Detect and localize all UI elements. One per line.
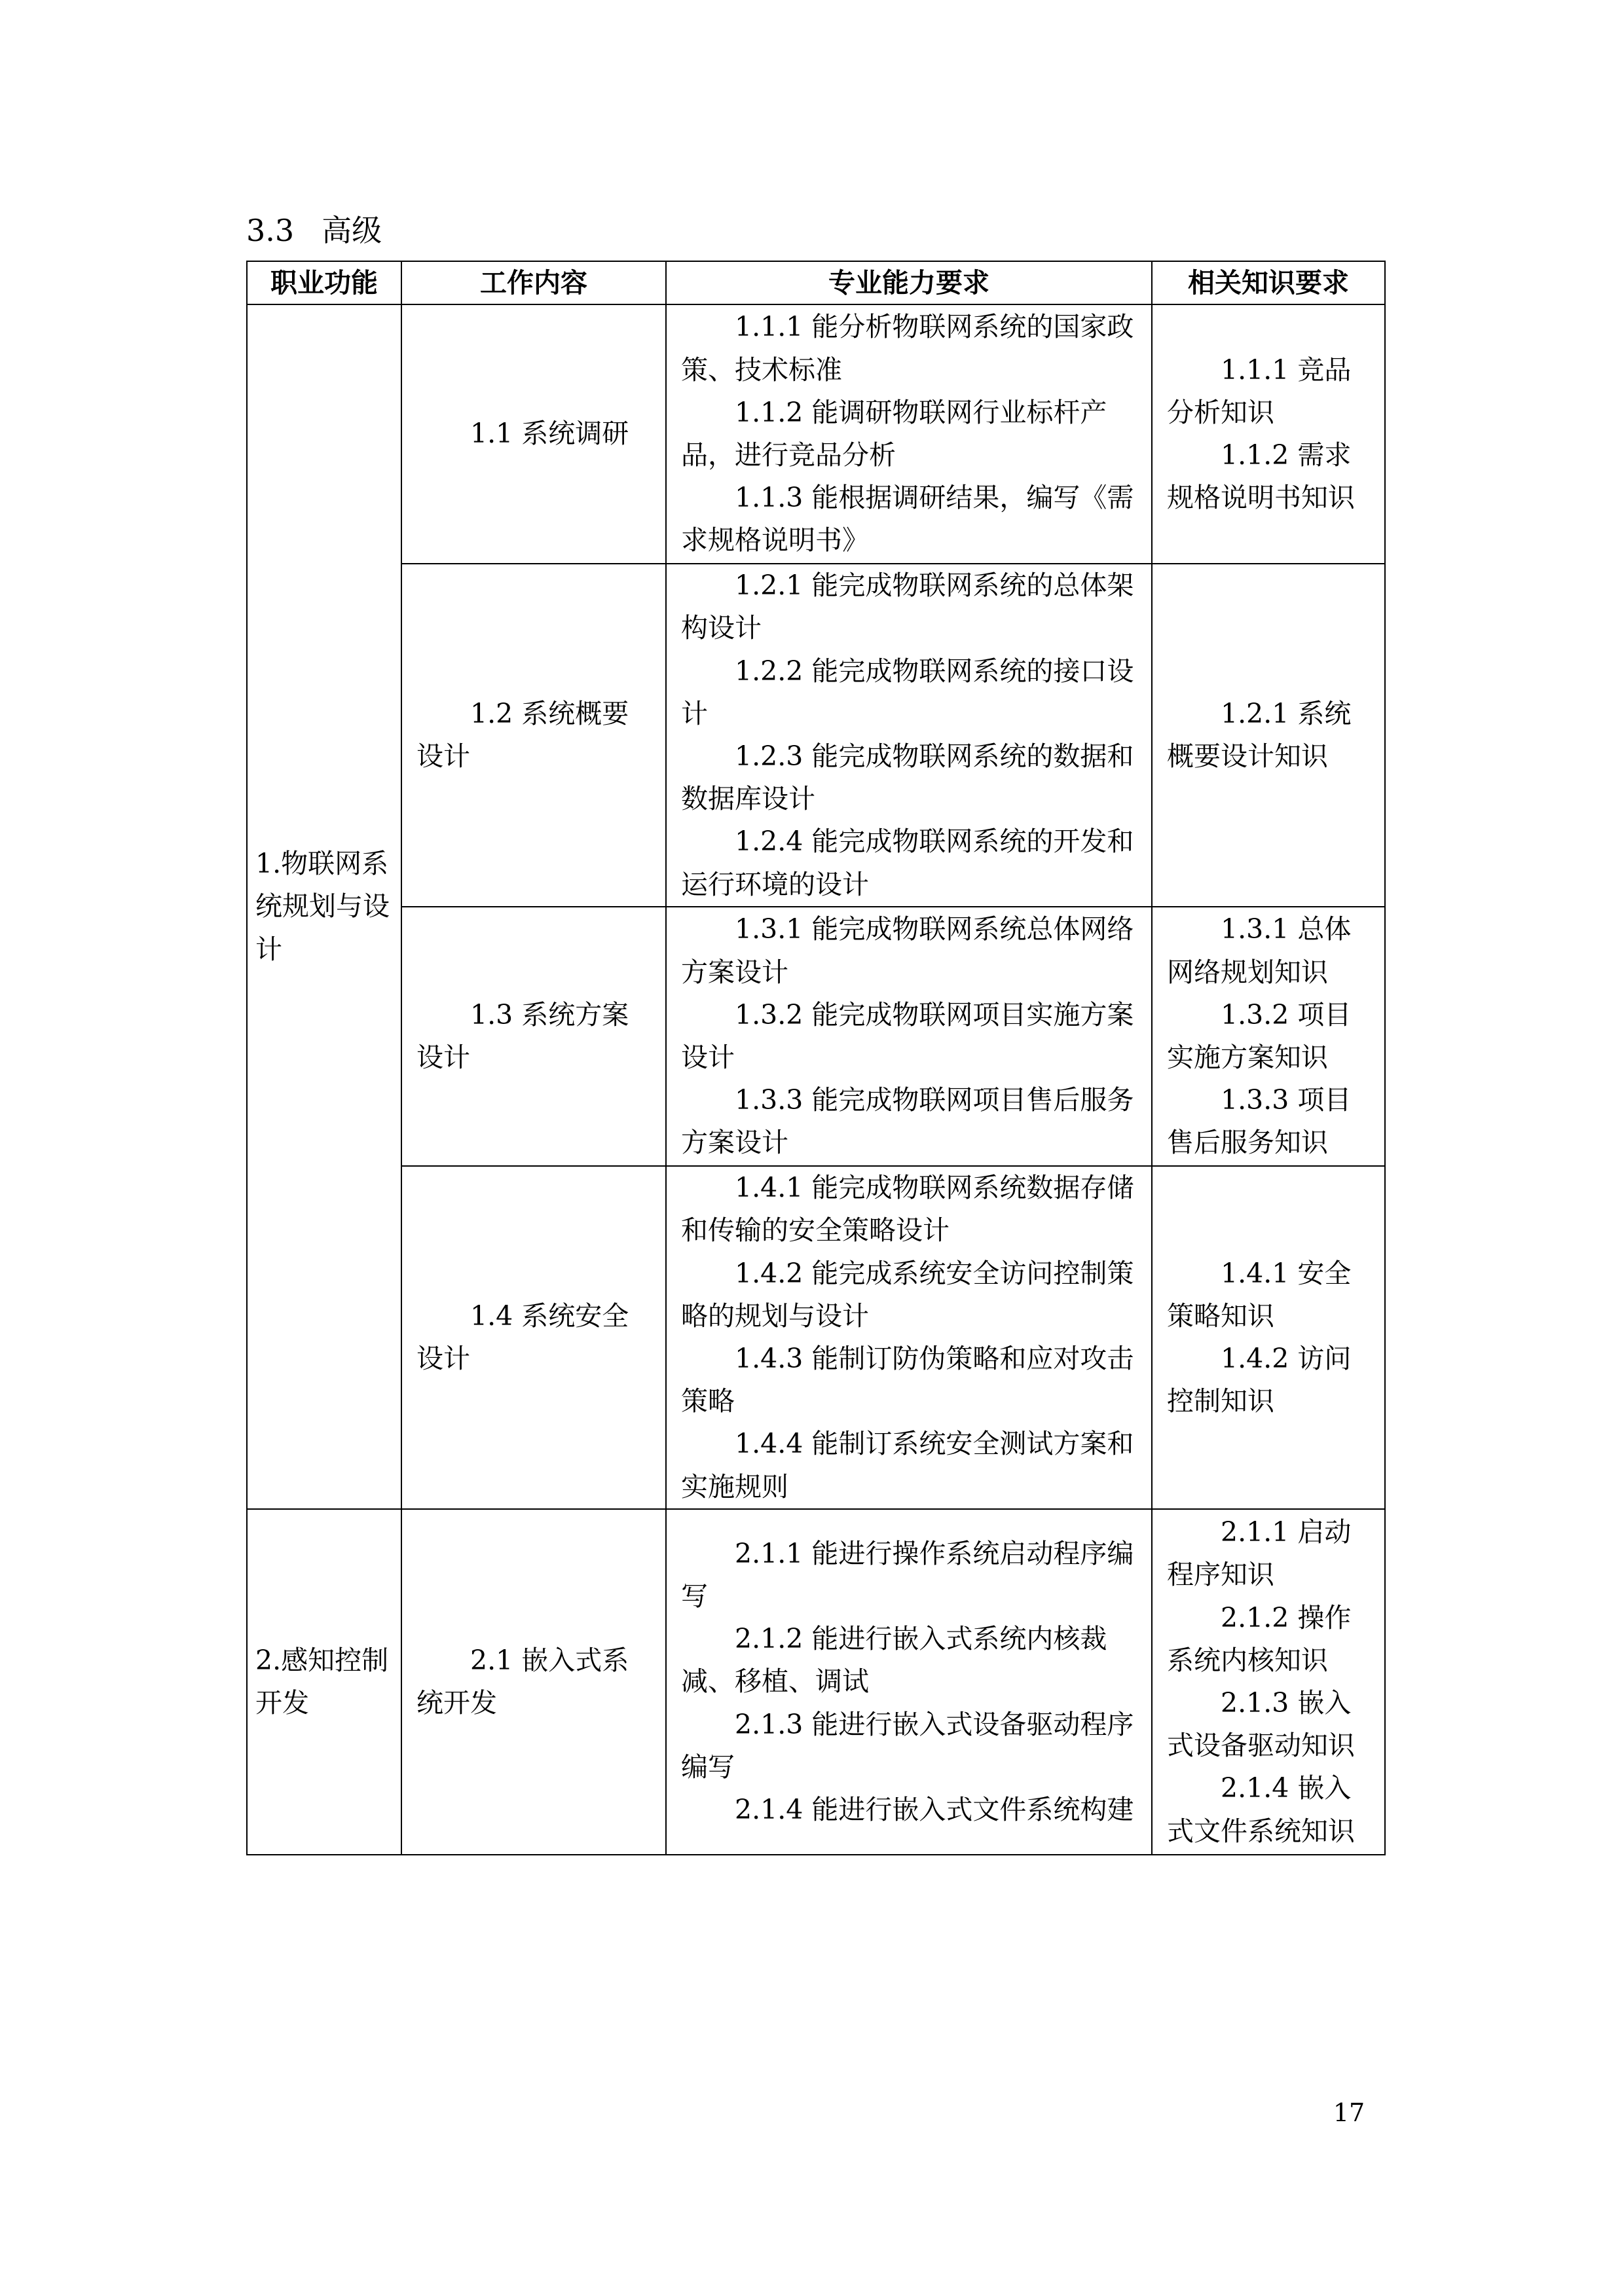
- work-content-cell: [401, 907, 666, 1166]
- knowledge-item: 1.3.2 项目实施方案知识: [1167, 998, 1352, 1073]
- header-work-content: 工作内容: [401, 261, 666, 304]
- knowledge-item: 2.1.1 启动程序知识: [1167, 1516, 1352, 1591]
- section-heading: [246, 204, 382, 257]
- ability-cell: [666, 1509, 1152, 1855]
- ability-item: 1.4.3 能制订防伪策略和应对攻击策略: [681, 1343, 1134, 1417]
- function-cell-1: 1.物联网系统规划与设计: [247, 304, 401, 1509]
- knowledge-item: 1.3.1 总体网络规划知识: [1167, 913, 1352, 988]
- work-content-text: 1.4 系统安全设计: [416, 1300, 629, 1374]
- ability-item: 1.2.2 能完成物联网系统的接口设计: [681, 655, 1134, 729]
- work-content-cell: [401, 1166, 666, 1509]
- ability-item: 1.4.1 能完成物联网系统数据存储和传输的安全策略设计: [681, 1172, 1134, 1247]
- ability-cell: [666, 1166, 1152, 1509]
- ability-item: 1.2.4 能完成物联网系统的开发和运行环境的设计: [681, 826, 1134, 900]
- knowledge-item: 2.1.2 操作系统内核知识: [1167, 1601, 1352, 1676]
- knowledge-item: 1.1.2 需求规格说明书知识: [1167, 439, 1355, 514]
- function-cell-2: 2.感知控制开发: [247, 1509, 401, 1855]
- ability-cell: [666, 564, 1152, 907]
- knowledge-item: 1.2.1 系统概要设计知识: [1167, 697, 1352, 772]
- ability-item: 1.2.1 能完成物联网系统的总体架构设计: [681, 570, 1134, 644]
- work-content-cell: [401, 304, 666, 564]
- ability-item: 1.2.3 能完成物联网系统的数据和数据库设计: [681, 740, 1134, 815]
- table-row: [247, 907, 1385, 1166]
- table-row: [247, 1166, 1385, 1509]
- work-content-text: 1.1 系统调研: [470, 418, 629, 450]
- knowledge-cell: [1152, 1509, 1385, 1855]
- work-content-text: 1.2 系统概要设计: [416, 697, 629, 772]
- header-ability-requirements: 专业能力要求: [666, 261, 1152, 304]
- ability-item: 1.3.1 能完成物联网系统总体网络方案设计: [681, 913, 1134, 988]
- header-occupational-function: 职业功能: [247, 261, 401, 304]
- knowledge-item: 1.3.3 项目售后服务知识: [1167, 1084, 1352, 1159]
- ability-cell: [666, 304, 1152, 564]
- table-row: [247, 304, 1385, 564]
- work-content-cell: [401, 564, 666, 907]
- knowledge-cell: [1152, 907, 1385, 1166]
- ability-item: 1.4.4 能制订系统安全测试方案和实施规则: [681, 1428, 1134, 1503]
- ability-item: 2.1.2 能进行嵌入式系统内核裁减、移植、调试: [681, 1623, 1107, 1698]
- header-knowledge-requirements: 相关知识要求: [1152, 261, 1385, 304]
- page-number: 17: [1333, 2098, 1365, 2127]
- ability-item: 2.1.3 能进行嵌入式设备驱动程序编写: [681, 1708, 1134, 1783]
- ability-item: 1.1.1 能分析物联网系统的国家政策、技术标准: [681, 311, 1134, 386]
- section-title: 高级: [322, 213, 382, 248]
- table-row: [247, 564, 1385, 907]
- work-content-text: 1.3 系统方案设计: [416, 998, 629, 1073]
- ability-item: 2.1.1 能进行操作系统启动程序编写: [681, 1537, 1134, 1612]
- section-number: 3.3: [246, 213, 295, 248]
- knowledge-item: 1.4.1 安全策略知识: [1167, 1257, 1352, 1332]
- table-row: [247, 1509, 1385, 1855]
- knowledge-cell: [1152, 1166, 1385, 1509]
- table-header-row: [247, 261, 1385, 304]
- knowledge-item: 2.1.4 嵌入式文件系统知识: [1167, 1772, 1355, 1847]
- ability-cell: [666, 907, 1152, 1166]
- competency-table: [246, 261, 1386, 1855]
- ability-item: 2.1.4 能进行嵌入式文件系统构建: [735, 1794, 1134, 1825]
- knowledge-item: 2.1.3 嵌入式设备驱动知识: [1167, 1687, 1355, 1762]
- ability-item: 1.4.2 能完成系统安全访问控制策略的规划与设计: [681, 1257, 1134, 1332]
- ability-item: 1.1.2 能调研物联网行业标杆产品，进行竞品分析: [681, 396, 1107, 471]
- knowledge-item: 1.4.2 访问控制知识: [1167, 1343, 1352, 1417]
- work-content-cell: [401, 1509, 666, 1855]
- knowledge-cell: [1152, 304, 1385, 564]
- ability-item: 1.1.3 能根据调研结果，编写《需求规格说明书》: [681, 482, 1134, 556]
- work-content-text: 2.1 嵌入式系统开发: [416, 1644, 629, 1719]
- knowledge-cell: [1152, 564, 1385, 907]
- ability-item: 1.3.3 能完成物联网项目售后服务方案设计: [681, 1084, 1134, 1159]
- ability-item: 1.3.2 能完成物联网项目实施方案设计: [681, 998, 1134, 1073]
- knowledge-item: 1.1.1 竞品分析知识: [1167, 354, 1352, 428]
